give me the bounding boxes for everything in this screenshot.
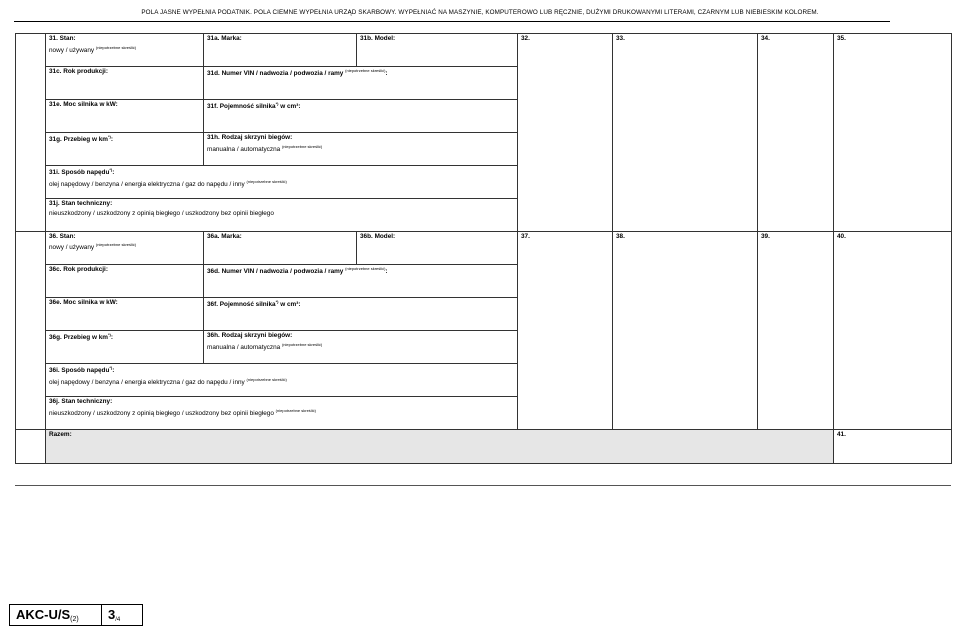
page-indicator bbox=[102, 605, 142, 625]
vin-note: (niepotrzebne skreślić) bbox=[345, 68, 386, 73]
field-41-label: 41. bbox=[837, 431, 846, 438]
moc-label: 36e. Moc silnika w kW: bbox=[49, 299, 118, 306]
skrzynia-label: 36h. Rodzaj skrzyni biegów: bbox=[207, 332, 293, 339]
przebieg-label: 36g. Przebieg w km bbox=[49, 334, 108, 341]
field-39[interactable] bbox=[758, 232, 834, 430]
moc-label: 31e. Moc silnika w kW: bbox=[49, 101, 118, 108]
vin-field[interactable]: 36d. Numer VIN / nadwozia / podwozia / ramy $^{(niepotrzebne skreślić)}$: bbox=[204, 265, 518, 298]
przebieg-field[interactable]: 36g. Przebieg w km*): bbox=[46, 331, 204, 364]
form-code-box bbox=[10, 605, 102, 625]
rok-field[interactable] bbox=[46, 67, 204, 100]
stan-field[interactable] bbox=[46, 34, 204, 67]
row-number-cell bbox=[16, 232, 46, 430]
model-label: 36b. Model: bbox=[360, 233, 396, 240]
moc-field[interactable] bbox=[46, 298, 204, 331]
rok-field[interactable] bbox=[46, 265, 204, 298]
marka-field[interactable] bbox=[204, 34, 357, 67]
skrzynia-options[interactable]: manualna / automatyczna bbox=[207, 343, 281, 351]
field-34[interactable] bbox=[758, 34, 834, 232]
razem-field bbox=[46, 430, 834, 464]
field-32[interactable] bbox=[518, 34, 613, 232]
naped-field[interactable]: 36i. Sposób napędu*): olej napędowy / benzyna / energia elektryczna / gaz do napędu / inny $^{(niepotrzebne skreślić)}$ bbox=[46, 364, 518, 397]
stan-tech-label: 36j. Stan techniczny: bbox=[49, 398, 113, 405]
field-34-label: 34. bbox=[761, 35, 770, 42]
field-38[interactable] bbox=[613, 232, 758, 430]
skrzynia-options[interactable]: manualna / automatyczna bbox=[207, 145, 281, 153]
stan-label: 36. Stan: bbox=[49, 233, 76, 240]
skrzynia-note: (niepotrzebne skreślić) bbox=[281, 143, 323, 149]
rok-label: 36c. Rok produkcji: bbox=[49, 266, 108, 273]
stan-label: 31. Stan: bbox=[49, 35, 76, 42]
table-bottom-divider bbox=[15, 485, 951, 486]
skrzynia-field[interactable] bbox=[204, 133, 518, 166]
row-number-cell bbox=[16, 430, 46, 464]
skrzynia-note: (niepotrzebne skreślić) bbox=[281, 341, 323, 347]
model-field[interactable] bbox=[357, 232, 518, 265]
page-total: /4 bbox=[115, 617, 121, 623]
vehicle-block-2-row-1 bbox=[16, 232, 952, 265]
pojemnosc-field[interactable]: 36f. Pojemność silnika*) w cm³: bbox=[204, 298, 518, 331]
naped-label: 31i. Sposób napędu bbox=[49, 169, 110, 176]
razem-label: Razem: bbox=[49, 431, 72, 438]
form-footer bbox=[9, 604, 143, 626]
field-41[interactable] bbox=[834, 430, 952, 464]
row-number-cell bbox=[16, 34, 46, 232]
vin-label: 36d. Numer VIN / nadwozia / podwozia / ramy bbox=[207, 268, 344, 275]
form-code: AKC-U/S bbox=[16, 607, 71, 622]
model-field[interactable] bbox=[357, 34, 518, 67]
field-33[interactable] bbox=[613, 34, 758, 232]
naped-label: 36i. Sposób napędu bbox=[49, 367, 110, 374]
marka-field[interactable] bbox=[204, 232, 357, 265]
przebieg-field[interactable]: 31g. Przebieg w km*): bbox=[46, 133, 204, 166]
stan-note: (niepotrzebne skreślić) bbox=[95, 241, 137, 247]
pojemnosc-field[interactable]: 31f. Pojemność silnika*) w cm³: bbox=[204, 100, 518, 133]
vin-field[interactable]: 31d. Numer VIN / nadwozia / podwozia / ramy $^{(niepotrzebne skreślić)}$: bbox=[204, 67, 518, 100]
model-label: 31b. Model: bbox=[360, 35, 396, 42]
pojemnosc-unit: w cm³: bbox=[280, 301, 301, 308]
marka-label: 31a. Marka: bbox=[207, 35, 242, 42]
field-38-label: 38. bbox=[616, 233, 625, 240]
stan-tech-options[interactable]: nieuszkodzony / uszkodzony z opinią biegłego / uszkodzony bez opinii biegłego bbox=[49, 209, 274, 217]
field-37-label: 37. bbox=[521, 233, 530, 240]
page-number: 3 bbox=[108, 607, 116, 622]
rok-label: 31c. Rok produkcji: bbox=[49, 68, 108, 75]
skrzynia-label: 31h. Rodzaj skrzyni biegów: bbox=[207, 134, 293, 141]
stan-tech-field[interactable] bbox=[46, 397, 518, 430]
vehicle-table bbox=[15, 33, 952, 464]
vin-note: (niepotrzebne skreślić) bbox=[345, 266, 386, 271]
pojemnosc-unit: w cm³: bbox=[280, 103, 301, 110]
stan-note: (niepotrzebne skreślić) bbox=[95, 44, 137, 50]
naped-options[interactable]: olej napędowy / benzyna / energia elektryczna / gaz do napędu / inny bbox=[49, 180, 245, 188]
naped-field[interactable]: 31i. Sposób napędu*): olej napędowy / benzyna / energia elektryczna / gaz do napędu / inny $^{(niepotrzebne skreślić)}$ bbox=[46, 166, 518, 199]
pojemnosc-label: 36f. Pojemność silnika bbox=[207, 301, 276, 308]
field-37[interactable] bbox=[518, 232, 613, 430]
field-33-label: 33. bbox=[616, 35, 625, 42]
form-version: (2) bbox=[70, 616, 79, 623]
skrzynia-field[interactable] bbox=[204, 331, 518, 364]
stan-field[interactable] bbox=[46, 232, 204, 265]
stan-tech-note: (niepotrzebne skreślić) bbox=[275, 407, 316, 413]
pojemnosc-label: 31f. Pojemność silnika bbox=[207, 103, 276, 110]
form-instruction: POLA JASNE WYPEŁNIA PODATNIK. POLA CIEMNE WYPEŁNIA URZĄD SKARBOWY. WYPEŁNIAĆ NA MASZYNIE, KOMPUTEROWO LUB RĘCZNIE, DUŻYMI DRUKOWANYMI LITERAMI, CZARNYM LUB NIEBIESKIM KOLOREM. bbox=[141, 9, 819, 16]
przebieg-label: 31g. Przebieg w km bbox=[49, 136, 108, 143]
field-32-label: 32. bbox=[521, 35, 530, 42]
marka-label: 36a. Marka: bbox=[207, 233, 242, 240]
stan-options[interactable]: nowy / używany bbox=[49, 46, 95, 54]
vin-label: 31d. Numer VIN / nadwozia / podwozia / ramy bbox=[207, 70, 344, 77]
field-35[interactable] bbox=[834, 34, 952, 232]
moc-field[interactable] bbox=[46, 100, 204, 133]
field-35-label: 35. bbox=[837, 35, 846, 42]
vehicle-block-1-row-1 bbox=[16, 34, 952, 67]
field-40-label: 40. bbox=[837, 233, 846, 240]
naped-note: (niepotrzebne skreślić) bbox=[246, 178, 287, 184]
naped-options[interactable]: olej napędowy / benzyna / energia elektryczna / gaz do napędu / inny bbox=[49, 378, 245, 386]
field-40[interactable] bbox=[834, 232, 952, 430]
naped-note: (niepotrzebne skreślić) bbox=[246, 376, 287, 382]
stan-tech-label: 31j. Stan techniczny: bbox=[49, 200, 113, 207]
stan-tech-options[interactable]: nieuszkodzony / uszkodzony z opinią biegłego / uszkodzony bez opinii biegłego bbox=[49, 409, 274, 417]
stan-options[interactable]: nowy / używany bbox=[49, 243, 95, 251]
stan-tech-field[interactable] bbox=[46, 199, 518, 232]
header-divider bbox=[14, 21, 890, 22]
summary-row bbox=[16, 430, 952, 464]
field-39-label: 39. bbox=[761, 233, 770, 240]
